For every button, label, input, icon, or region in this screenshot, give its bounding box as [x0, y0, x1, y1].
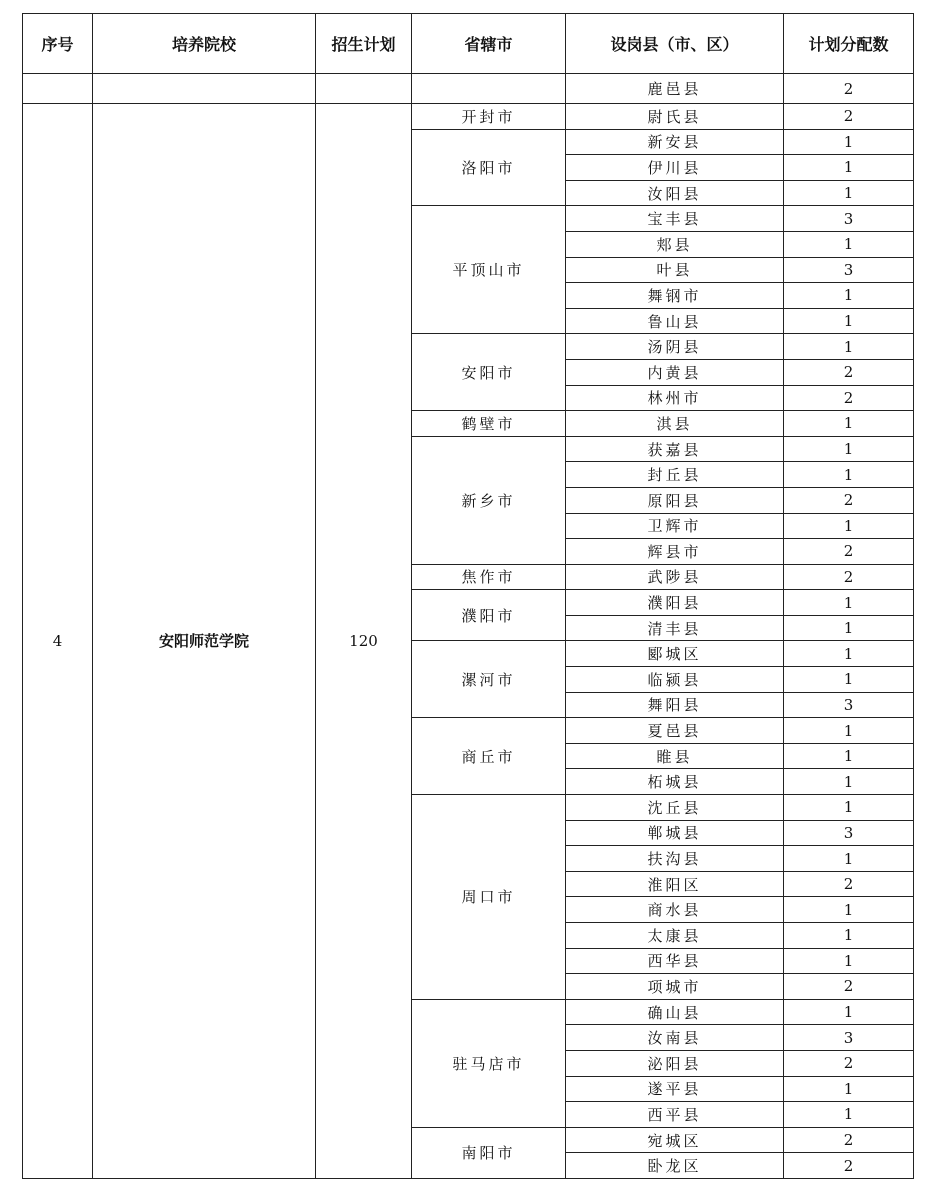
count-cell: 1: [784, 948, 914, 974]
county-cell: 淇县: [566, 411, 784, 437]
count-cell: 3: [784, 257, 914, 283]
county-cell: 林州市: [566, 385, 784, 411]
count-cell: 2: [784, 74, 914, 104]
county-cell: 宝丰县: [566, 206, 784, 232]
city-cell: 鹤壁市: [412, 411, 566, 437]
count-cell: 3: [784, 692, 914, 718]
count-cell: 2: [784, 1127, 914, 1153]
city-cell: 商丘市: [412, 718, 566, 795]
county-cell: 扶沟县: [566, 846, 784, 872]
header-city: 省辖市: [412, 14, 566, 74]
city-cell: 新乡市: [412, 436, 566, 564]
county-cell: 舞钢市: [566, 283, 784, 309]
city-cell: 平顶山市: [412, 206, 566, 334]
county-cell: 宛城区: [566, 1127, 784, 1153]
county-cell: 确山县: [566, 999, 784, 1025]
count-cell: 2: [784, 487, 914, 513]
county-cell: 西华县: [566, 948, 784, 974]
county-cell: 泌阳县: [566, 1050, 784, 1076]
count-cell: 2: [784, 539, 914, 565]
empty-cell: [93, 74, 316, 104]
count-cell: 2: [784, 359, 914, 385]
county-cell: 鲁山县: [566, 308, 784, 334]
empty-cell: [23, 74, 93, 104]
county-cell: 汝阳县: [566, 180, 784, 206]
county-cell: 清丰县: [566, 615, 784, 641]
county-cell: 柘城县: [566, 769, 784, 795]
county-cell: 郏县: [566, 231, 784, 257]
table-row: [23, 104, 914, 130]
count-cell: 1: [784, 718, 914, 744]
city-cell: 漯河市: [412, 641, 566, 718]
header-count: 计划分配数: [784, 14, 914, 74]
count-cell: 1: [784, 846, 914, 872]
county-cell: 临颍县: [566, 667, 784, 693]
count-cell: 2: [784, 104, 914, 130]
city-cell: 安阳市: [412, 334, 566, 411]
count-cell: 1: [784, 1076, 914, 1102]
count-cell: 1: [784, 923, 914, 949]
count-cell: 1: [784, 999, 914, 1025]
county-cell: 新安县: [566, 129, 784, 155]
count-cell: 1: [784, 590, 914, 616]
county-cell: 郾城区: [566, 641, 784, 667]
count-cell: 2: [784, 1050, 914, 1076]
county-cell: 夏邑县: [566, 718, 784, 744]
city-cell: 濮阳市: [412, 590, 566, 641]
count-cell: 3: [784, 1025, 914, 1051]
count-cell: 1: [784, 1102, 914, 1128]
plan-cell: 120: [316, 104, 412, 1179]
county-cell: 舞阳县: [566, 692, 784, 718]
count-cell: 1: [784, 231, 914, 257]
county-cell: 商水县: [566, 897, 784, 923]
county-cell: 沈丘县: [566, 795, 784, 821]
county-cell: 叶县: [566, 257, 784, 283]
city-cell: 洛阳市: [412, 129, 566, 206]
count-cell: 1: [784, 462, 914, 488]
count-cell: 1: [784, 129, 914, 155]
count-cell: 2: [784, 871, 914, 897]
count-cell: 1: [784, 180, 914, 206]
city-cell: 焦作市: [412, 564, 566, 590]
count-cell: 1: [784, 283, 914, 309]
county-cell: 遂平县: [566, 1076, 784, 1102]
county-cell: 内黄县: [566, 359, 784, 385]
count-cell: 1: [784, 334, 914, 360]
header-county: 设岗县（市、区）: [566, 14, 784, 74]
count-cell: 1: [784, 411, 914, 437]
empty-cell: [412, 74, 566, 104]
city-cell: 南阳市: [412, 1127, 566, 1178]
county-cell: 项城市: [566, 974, 784, 1000]
count-cell: 2: [784, 974, 914, 1000]
count-cell: 1: [784, 667, 914, 693]
county-cell: 辉县市: [566, 539, 784, 565]
county-cell: 封丘县: [566, 462, 784, 488]
count-cell: 1: [784, 743, 914, 769]
county-cell: 太康县: [566, 923, 784, 949]
county-cell: 卧龙区: [566, 1153, 784, 1179]
header-index: 序号: [23, 14, 93, 74]
count-cell: 3: [784, 820, 914, 846]
school-cell: 安阳师范学院: [93, 104, 316, 1179]
city-cell: 驻马店市: [412, 999, 566, 1127]
county-cell: 淮阳区: [566, 871, 784, 897]
header-school: 培养院校: [93, 14, 316, 74]
count-cell: 1: [784, 308, 914, 334]
count-cell: 3: [784, 206, 914, 232]
count-cell: 1: [784, 155, 914, 181]
count-cell: 1: [784, 641, 914, 667]
county-cell: 西平县: [566, 1102, 784, 1128]
city-cell: 周口市: [412, 795, 566, 1000]
count-cell: 2: [784, 564, 914, 590]
header-row: [23, 14, 914, 74]
count-cell: 2: [784, 385, 914, 411]
county-cell: 郸城县: [566, 820, 784, 846]
county-cell: 伊川县: [566, 155, 784, 181]
index-cell: 4: [23, 104, 93, 1179]
table-row: [23, 74, 914, 104]
count-cell: 1: [784, 615, 914, 641]
county-cell: 原阳县: [566, 487, 784, 513]
count-cell: 1: [784, 769, 914, 795]
header-plan: 招生计划: [316, 14, 412, 74]
count-cell: 1: [784, 436, 914, 462]
county-cell: 卫辉市: [566, 513, 784, 539]
count-cell: 1: [784, 897, 914, 923]
city-cell: 开封市: [412, 104, 566, 130]
county-cell: 武陟县: [566, 564, 784, 590]
county-cell: 汝南县: [566, 1025, 784, 1051]
county-cell: 濮阳县: [566, 590, 784, 616]
count-cell: 1: [784, 513, 914, 539]
county-cell: 尉氏县: [566, 104, 784, 130]
county-cell: 获嘉县: [566, 436, 784, 462]
county-cell: 汤阴县: [566, 334, 784, 360]
count-cell: 1: [784, 795, 914, 821]
count-cell: 2: [784, 1153, 914, 1179]
allocation-table: [22, 13, 914, 1179]
empty-cell: [316, 74, 412, 104]
county-cell: 鹿邑县: [566, 74, 784, 104]
county-cell: 睢县: [566, 743, 784, 769]
